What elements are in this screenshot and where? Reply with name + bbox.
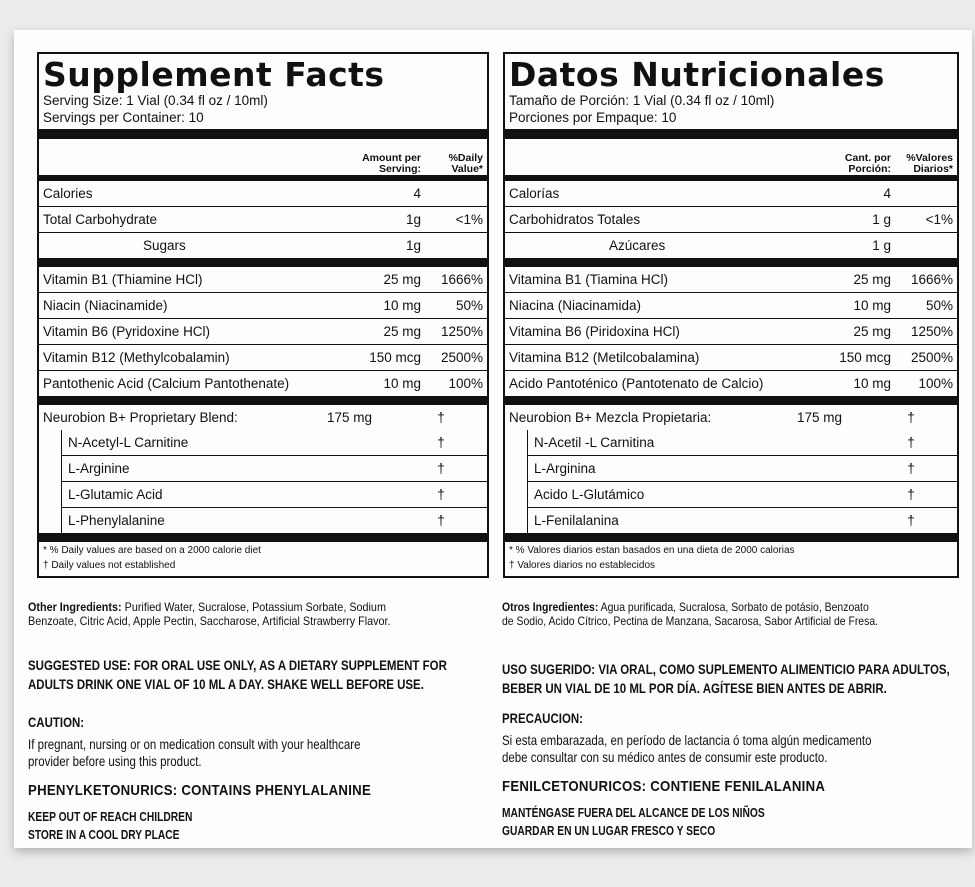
vitamin-row: Vitamin B6 (Pyridoxine HCl) 25 mg 1250% <box>39 319 487 345</box>
datos-nutricionales-panel <box>503 52 959 578</box>
daily-value-header: %Valores Diarios* <box>906 152 953 175</box>
caution-text: Si esta embarazada, en período de lactancia ó toma algún medicamento debe consultar con su médico antes de consumir este producto. <box>502 732 872 765</box>
vitamin-row: Vitamin B1 (Thiamine HCl) 25 mg 1666% <box>39 267 487 293</box>
phenylketonurics-warning: FENILCETONURICOS: CONTIENE FENILALANINA <box>502 778 826 795</box>
column-header <box>39 139 487 176</box>
panel-title: Supplement Facts <box>43 55 385 94</box>
divider <box>505 533 957 542</box>
divider <box>505 129 957 139</box>
vitamin-row: Vitamina B12 (Metilcobalamina) 150 mcg 2500% <box>505 345 957 371</box>
serving-size: Serving Size: 1 Vial (0.34 fl oz / 10ml) <box>43 93 268 108</box>
caution-heading: PRECAUCION: <box>502 710 584 726</box>
suggested-use: SUGGESTED USE: FOR ORAL USE ONLY, AS A DIETARY SUPPLEMENT FOR ADULTS DRINK ONE VIAL OF 10 ML A DAY. SHAKE WELL BEFORE USE. <box>28 657 447 692</box>
blend-items <box>61 430 487 533</box>
footnote: * % Valores diarios estan basados en una dieta de 2000 calorias <box>509 545 795 556</box>
nutrient-row: Calories 4 <box>39 181 487 207</box>
divider <box>39 129 487 139</box>
footnote: * % Daily values are based on a 2000 calorie diet <box>43 545 261 556</box>
column-header <box>505 139 957 176</box>
vitamin-row: Pantothenic Acid (Calcium Pantothenate) 10 mg 100% <box>43 376 483 391</box>
divider <box>39 396 487 405</box>
vitamin-row: Niacina (Niacinamida) 10 mg 50% <box>505 293 957 319</box>
vitamin-row: Vitamin B12 (Methylcobalamin) 150 mcg 2500% <box>39 345 487 371</box>
blend-item-row: L-Arginina † <box>528 456 957 482</box>
nutrient-row: Azúcares 1 g <box>609 238 891 253</box>
blend-items <box>527 430 957 533</box>
blend-item-row: N-Acetil -L Carnitina † <box>528 430 957 456</box>
divider <box>39 258 487 267</box>
daily-value-header: %Daily Value* <box>448 152 483 175</box>
supplement-facts-panel <box>37 52 489 578</box>
blend-item-row: N-Acetyl-L Carnitine † <box>62 430 487 456</box>
divider <box>505 258 957 267</box>
servings-per-container: Porciones por Empaque: 10 <box>509 110 677 125</box>
blend-item-row: L-Fenilalanina † <box>534 513 915 528</box>
storage-instructions: KEEP OUT OF REACH CHILDREN STORE IN A COOL DRY PLACE <box>28 810 193 842</box>
suggested-use: USO SUGERIDO: VIA ORAL, COMO SUPLEMENTO ALIMENTICIO PARA ADULTOS, BEBER UN VIAL DE 10 ML POR DÍA. AGÍTESE BIEN ANTES DE ABRIR. <box>502 661 950 696</box>
divider <box>505 396 957 405</box>
storage-instructions: MANTÉNGASE FUERA DEL ALCANCE DE LOS NIÑOS GUARDAR EN UN LUGAR FRESCO Y SECO <box>502 806 765 838</box>
label-sheet <box>14 30 972 848</box>
blend-item-row: L-Phenylalanine † <box>68 513 445 528</box>
footnote: † Daily values not established <box>43 560 176 571</box>
vitamin-row: Niacin (Niacinamide) 10 mg 50% <box>39 293 487 319</box>
proprietary-blend-row: Neurobion B+ Mezcla Propietaria: 175 mg † <box>509 410 915 425</box>
nutrient-row: Carbohidratos Totales 1 g <1% <box>505 207 957 233</box>
caution-heading: CAUTION: <box>28 714 85 730</box>
nutrient-row: Calorías 4 <box>505 181 957 207</box>
vitamin-row: Acido Pantoténico (Pantotenato de Calcio) 10 mg 100% <box>509 376 953 391</box>
amount-header: Cant. por Porción: <box>844 152 891 175</box>
vitamin-row: Vitamina B6 (Piridoxina HCl) 25 mg 1250% <box>505 319 957 345</box>
amount-header: Amount per Serving: <box>362 152 421 175</box>
other-ingredients: Otros Ingredientes: Agua purificada, Sucralosa, Sorbato de potásio, Benzoato de Sodio, Acido Cítrico, Pectina de Manzana, Sacarosa, Sabor Artificial de Fresa. <box>502 600 879 628</box>
servings-per-container: Servings per Container: 10 <box>43 110 204 125</box>
phenylketonurics-warning: PHENYLKETONURICS: CONTAINS PHENYLALANINE <box>28 782 372 799</box>
panel-title: Datos Nutricionales <box>509 55 885 94</box>
footnote: † Valores diarios no establecidos <box>509 560 656 571</box>
other-ingredients: Other Ingredients: Purified Water, Sucralose, Potassium Sorbate, Sodium Benzoate, Citric Acid, Apple Pectin, Saccharose, Artificial Strawberry Flavor. <box>28 600 391 628</box>
proprietary-blend-row: Neurobion B+ Proprietary Blend: 175 mg † <box>43 410 445 425</box>
nutrient-row: Total Carbohydrate 1g <1% <box>39 207 487 233</box>
vitamin-row: Vitamina B1 (Tiamina HCl) 25 mg 1666% <box>505 267 957 293</box>
blend-item-row: L-Glutamic Acid † <box>62 482 487 508</box>
divider <box>39 533 487 542</box>
caution-text: If pregnant, nursing or on medication consult with your healthcare provider before using this product. <box>28 736 361 769</box>
nutrient-row: Sugars 1g <box>143 238 421 253</box>
serving-size: Tamaño de Porción: 1 Vial (0.34 fl oz / 10ml) <box>509 93 775 108</box>
blend-item-row: L-Arginine † <box>62 456 487 482</box>
blend-item-row: Acido L-Glutámico † <box>528 482 957 508</box>
